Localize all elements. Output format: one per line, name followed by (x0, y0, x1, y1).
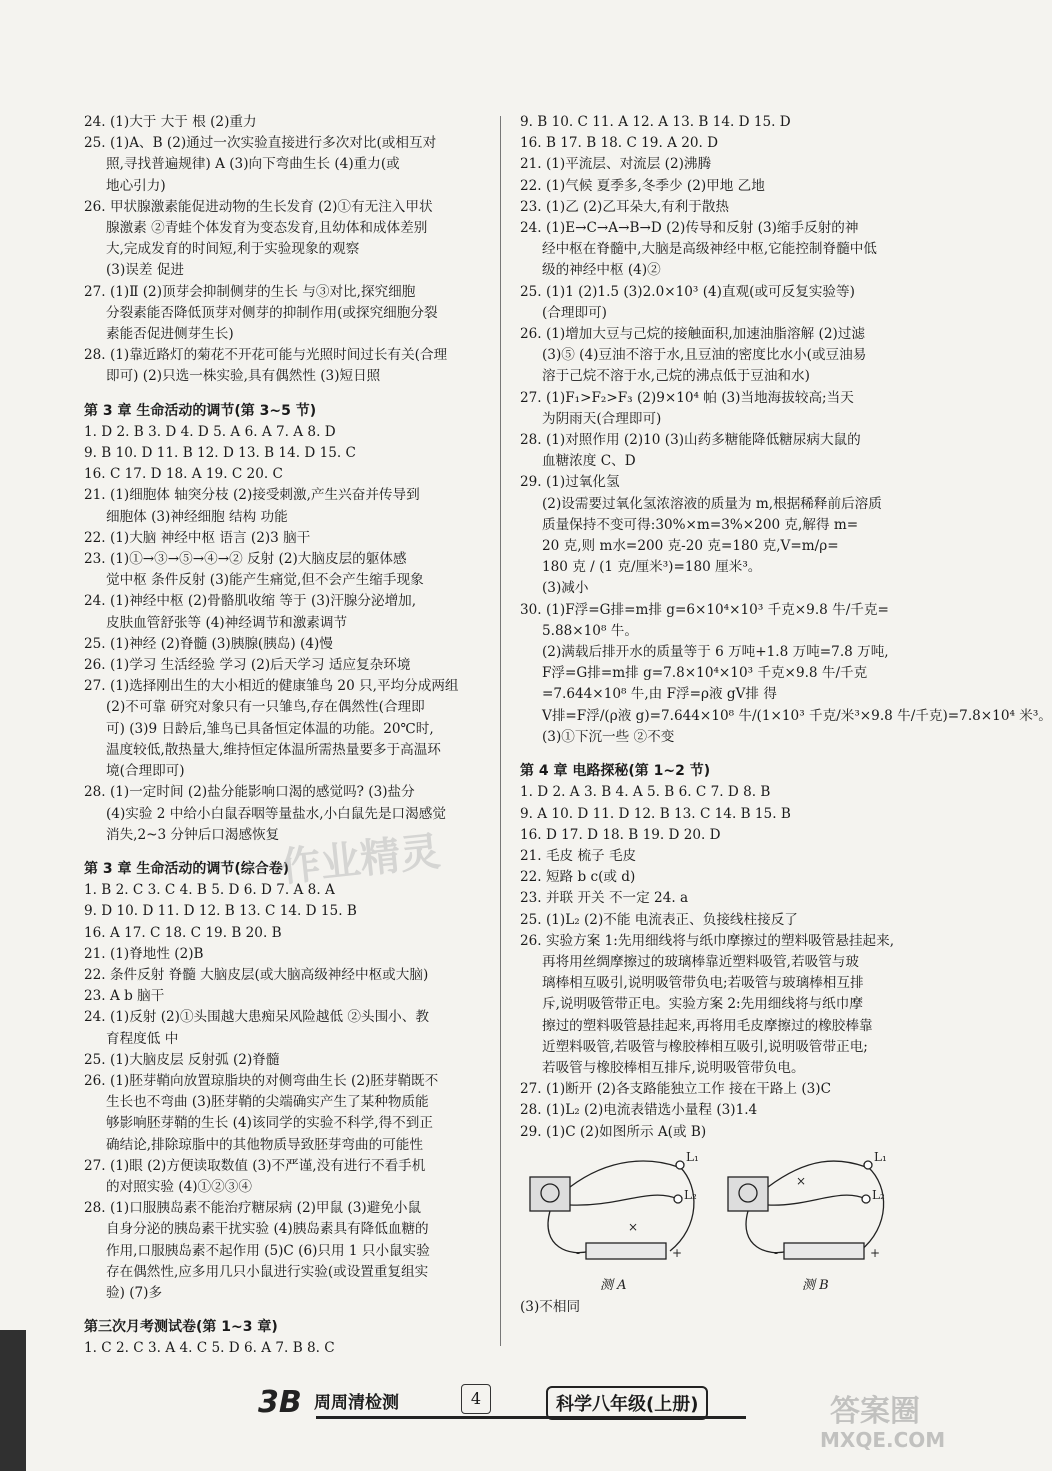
column-divider (500, 116, 501, 1346)
answer-line: 28. (1)L₂ (2)电流表错选小量程 (3)1.4 (520, 1102, 758, 1119)
answer-line: 皮肤血管舒张等 (4)神经调节和激素调节 (106, 614, 348, 631)
answer-line: 即可) (2)只选一株实验,具有偶然性 (3)短日照 (106, 368, 381, 385)
answer-line: 25. (1)神经 (2)脊髓 (3)胰腺(胰岛) (4)慢 (84, 635, 333, 652)
answer-line: V排=F浮/(ρ液 g)=7.644×10⁸ 牛/(1×10³ 千克/米³×9.8 牛/千克)=7.8×10⁴ 米³。 (542, 707, 1052, 724)
figure-caption-b: 测 B (802, 1277, 829, 1293)
section-heading: 第 4 章 电路探秘(第 1~2 节) (520, 763, 711, 780)
answer-line: (2)不可靠 研究对象只有一只雏鸟,存在偶然性(合理即 (106, 699, 425, 716)
answer-line: 24. (1)大于 大于 根 (2)重力 (84, 114, 257, 130)
answer-line: 21. (1)平流层、对流层 (2)沸腾 (520, 156, 712, 173)
answer-line: 22. (1)气候 夏季多,冬季少 (2)甲地 乙地 (520, 177, 765, 194)
circuit-figures (520, 1147, 916, 1297)
answer-line: 27. (1)F₁>F₂>F₃ (2)9×10⁴ 帕 (3)当地海拔较高;当天 (520, 389, 854, 406)
answer-line: 22. 短路 b c(或 d) (520, 869, 636, 886)
answer-line: 1. D 2. A 3. B 4. A 5. B 6. C 7. D 8. B (520, 784, 771, 801)
answer-line: 27. (1)选择刚出生的大小相近的健康雏鸟 20 只,平均分成两组 (84, 678, 459, 695)
answer-line: (4)实验 2 中给小白鼠吞咽等量盐水,小白鼠先是口渴感觉 (106, 805, 446, 822)
answer-line: 为阴雨天(合理即可) (542, 410, 662, 427)
answer-line: 29. (1)过氧化氢 (520, 474, 620, 491)
answer-line: 分裂素能否降低顶芽对侧芽的抑制作用(或探究细胞分裂 (106, 304, 438, 321)
figure-caption-a: 测 A (600, 1277, 627, 1293)
answer-line: 23. (1)乙 (2)乙耳朵大,有利于散热 (520, 198, 730, 215)
footer-rule (316, 1416, 746, 1419)
answer-line: =7.644×10⁸ 牛,由 F浮=ρ液 gV排 得 (542, 686, 777, 703)
section-heading: 第 3 章 生命活动的调节(综合卷) (84, 860, 290, 877)
answer-line: 溶于己烷不溶于水,己烷的沸点低于豆油和水) (542, 368, 810, 385)
answer-line: 觉中枢 条件反射 (3)能产生痛觉,但不会产生缩手现象 (106, 572, 424, 589)
answer-line: 斥,说明吸管带正电。实验方案 2:先用细线将与纸巾摩 (542, 996, 863, 1013)
answer-line: 28. (1)口服胰岛素不能治疗糖尿病 (2)甲鼠 (3)避免小鼠 (84, 1200, 422, 1217)
lamp-l2-label-b: L₂ (872, 1187, 885, 1202)
answer-line: (3)误差 促进 (106, 262, 184, 279)
answer-line: 23. 并联 开关 不一定 24. a (520, 890, 689, 907)
answer-line: 血糖浓度 C、D (542, 453, 636, 470)
answer-line: 22. 条件反射 脊髓 大脑皮层(或大脑高级神经中枢或大脑) (84, 966, 429, 983)
minus-terminal-a: - (576, 1245, 581, 1260)
answer-line: 大,完成发育的时间短,利于实验现象的观察 (106, 241, 360, 258)
answer-line: 26. (1)增加大豆与己烷的接触面积,加速油脂溶解 (2)过滤 (520, 326, 865, 343)
answer-line: 确结论,排除琼脂中的其他物质导致胚芽弯曲的可能性 (106, 1136, 423, 1153)
answer-line: 生长也不弯曲 (3)胚芽鞘的尖端确实产生了某种物质能 (106, 1094, 429, 1111)
answer-line: 28. (1)靠近路灯的菊花不开花可能与光照时间过长有关(合理 (84, 347, 448, 364)
answer-line: 素能否促进侧芽生长) (106, 326, 234, 343)
answer-line: 细胞体 (3)神经细胞 结构 功能 (106, 508, 288, 525)
answer-line: 25. (1)大脑皮层 反射弧 (2)脊髓 (84, 1051, 280, 1068)
answer-line: 28. (1)对照作用 (2)10 (3)山药多糖能降低糖尿病大鼠的 (520, 432, 861, 449)
answer-line: 质量保持不变可得:30%×m=3%×200 克,解得 m= (542, 516, 859, 533)
3b-logo-icon (256, 1378, 310, 1422)
circuit-diagram-svg (520, 1147, 916, 1275)
right-answer-lines (520, 112, 1052, 1143)
answer-line: (3)①下沉一些 ②不变 (542, 728, 675, 745)
answer-column-left (84, 112, 488, 1360)
answer-line: 1. B 2. C 3. C 4. B 5. D 6. D 7. A 8. A (84, 882, 335, 899)
answer-line: 境(合理即可) (106, 763, 185, 780)
answer-line: 27. (1)断开 (2)各支路能独立工作 接在干路上 (3)C (520, 1081, 831, 1098)
answer-after-figure: (3)不相同 (520, 1298, 581, 1315)
answer-line: 24. (1)E→C→A→B→D (2)传导和反射 (3)缩手反射的神 (520, 220, 859, 237)
answer-line: 作用,口服胰岛素不起作用 (5)C (6)只用 1 只小鼠实验 (106, 1242, 430, 1259)
answer-line: 16. B 17. B 18. C 19. A 20. D (520, 135, 719, 152)
answer-line: 180 克 / (1 克/厘米³)=180 厘米³。 (542, 559, 762, 576)
answer-line: (合理即可) (542, 304, 607, 321)
answer-line: (2)设需要过氧化氢浓溶液的质量为 m,根据稀释前后溶质 (542, 495, 882, 512)
lamp-l1-label-b: L₁ (874, 1149, 887, 1164)
answer-line: (2)满载后排开水的质量等于 6 万吨+1.8 万吨=7.8 万吨, (542, 644, 889, 661)
answer-line: 21. (1)脊地性 (2)B (84, 945, 204, 962)
footer-series-title: 周周清检测 (314, 1393, 399, 1413)
lamp-l2-label-a: L₂ (684, 1187, 697, 1202)
answer-line: 近塑料吸管,若吸管与橡胶棒相互吸引,说明吸管带正电; (542, 1038, 868, 1055)
answer-line: 9. D 10. D 11. D 12. B 13. C 14. D 15. B (84, 903, 357, 920)
answer-line: 16. A 17. C 18. C 19. B 20. B (84, 924, 282, 941)
answer-line: 若吸管与橡胶棒相互排斥,说明吸管带负电。 (542, 1059, 805, 1076)
answer-line: 9. B 10. D 11. B 12. D 13. B 14. D 15. C (84, 445, 356, 462)
answer-line: 26. (1)学习 生活经验 学习 (2)后天学习 适应复杂环境 (84, 657, 411, 674)
answer-line: 璃棒相互吸引,说明吸管带负电;若吸管与玻璃棒相互排 (542, 975, 864, 992)
answer-line: 级的神经中枢 (4)② (542, 262, 661, 279)
answer-line: 照,寻找普遍规律) A (3)向下弯曲生长 (4)重力(或 (106, 156, 400, 173)
answer-line: 24. (1)反射 (2)①头围越大患痴呆风险越低 ②头围小、教 (84, 1009, 429, 1026)
answer-line: 27. (1)眼 (2)方便读取数值 (3)不严谨,没有进行不看手机 (84, 1157, 426, 1174)
plus-terminal-b: + (870, 1245, 881, 1260)
answer-line: 24. (1)神经中枢 (2)骨骼肌收缩 等于 (3)汗腺分泌增加, (84, 593, 417, 610)
answer-line: 腺激素 ②青蛙个体发育为变态发育,且幼体和成体差别 (106, 220, 428, 237)
answer-line: 再将用丝绸摩擦过的玻璃棒靠近塑料吸管,若吸管与玻 (542, 953, 859, 970)
answer-line: 22. (1)大脑 神经中枢 语言 (2)3 脑干 (84, 529, 311, 546)
answer-line: 23. A b 脑干 (84, 988, 165, 1005)
footer-logo-text: 3B (258, 1385, 302, 1420)
answer-line: (3)减小 (542, 580, 589, 597)
answer-line: 16. D 17. D 18. B 19. D 20. D (520, 826, 721, 843)
center-watermark: 作业精灵 (278, 828, 443, 892)
answer-line: 21. 毛皮 梳子 毛皮 (520, 847, 637, 864)
answer-line: 23. (1)①→③→⑤→④→② 反射 (2)大脑皮层的躯体感 (84, 551, 407, 568)
minus-terminal-b: - (774, 1245, 779, 1260)
lamp-l1-label-a: L₁ (686, 1149, 699, 1164)
answer-line: 28. (1)一定时间 (2)盐分能影响口渴的感觉吗? (3)盐分 (84, 784, 415, 801)
book-title: 科学八年级(上册) (546, 1386, 708, 1420)
answer-line: 20 克,则 m水=200 克-20 克=180 克,V=m/ρ= (542, 538, 839, 555)
answer-line: 的对照实验 (4)①②③④ (106, 1178, 252, 1195)
answer-line: 26. 实验方案 1:先用细线将与纸巾摩擦过的塑料吸管悬挂起来, (520, 932, 895, 949)
answer-line: 育程度低 中 (106, 1030, 179, 1047)
answer-line: 5.88×10⁸ 牛。 (542, 622, 638, 639)
answer-line: 16. C 17. D 18. A 19. C 20. C (84, 466, 283, 483)
answer-line: 25. (1)1 (2)1.5 (3)2.0×10³ (4)直观(或可反复实验等) (520, 283, 855, 300)
section-heading: 第三次月考测试卷(第 1~3 章) (84, 1319, 278, 1336)
answer-line: 擦过的塑料吸管悬挂起来,再将用毛皮摩擦过的橡胶棒靠 (542, 1017, 873, 1034)
answer-line: 可) (3)9 日龄后,雏鸟已具备恒定体温的功能。20℃时, (106, 720, 434, 737)
answer-line: 1. C 2. C 3. A 4. C 5. D 6. A 7. B 8. C (84, 1340, 335, 1357)
cross-mark-b: × (796, 1173, 807, 1188)
section-heading: 第 3 章 生命活动的调节(第 3~5 节) (84, 402, 317, 419)
answer-line: 26. (1)胚芽鞘向放置琼脂块的对侧弯曲生长 (2)胚芽鞘既不 (84, 1072, 439, 1089)
answer-line: 30. (1)F浮=G排=m排 g=6×10⁴×10³ 千克×9.8 牛/千克= (520, 601, 889, 618)
answer-line: 9. B 10. C 11. A 12. A 13. B 14. D 15. D (520, 114, 791, 130)
answer-line: 自身分泌的胰岛素干扰实验 (4)胰岛素具有降低血糖的 (106, 1221, 429, 1238)
cross-mark-a: × (628, 1219, 639, 1234)
page-number: 4 (461, 1384, 491, 1414)
corner-watermark-top: 答案圈 (830, 1394, 920, 1429)
plus-terminal-a: + (672, 1245, 683, 1260)
answer-line: F浮=G排=m排 g=7.8×10⁴×10³ 千克×9.8 牛/千克 (542, 665, 868, 682)
corner-watermark-bottom: MXQE.COM (820, 1428, 946, 1452)
answer-line: 25. (1)A、B (2)通过一次实验直接进行多次对比(或相互对 (84, 135, 437, 152)
answer-line: 地心引力) (106, 177, 166, 194)
answer-line: 验) (7)多 (106, 1284, 163, 1301)
answer-line: 经中枢在脊髓中,大脑是高级神经中枢,它能控制脊髓中低 (542, 241, 877, 258)
answer-line: 1. D 2. B 3. D 4. D 5. A 6. A 7. A 8. D (84, 423, 336, 440)
answer-line: 27. (1)Ⅱ (2)顶芽会抑制侧芽的生长 与③对比,探究细胞 (84, 283, 416, 300)
answer-line: 26. 甲状腺激素能促进动物的生长发育 (2)①有无注入甲状 (84, 198, 433, 215)
answer-line: 存在偶然性,应多用几只小鼠进行实验(或设置重复组实 (106, 1263, 429, 1280)
answer-line: 温度较低,散热量大,维持恒定体温所需热量要多于高温环 (106, 741, 441, 758)
answer-line: 够影响胚芽鞘的生长 (4)该同学的实验不科学,得不到正 (106, 1115, 433, 1132)
answer-line: (3)⑤ (4)豆油不溶于水,且豆油的密度比水小(或豆油易 (542, 347, 867, 364)
answer-line: 25. (1)L₂ (2)不能 电流表正、负接线柱接反了 (520, 911, 798, 928)
answer-line: 29. (1)C (2)如图所示 A(或 B) (520, 1123, 707, 1140)
answer-column-right (520, 112, 1052, 1318)
scan-shadow-edge (0, 1330, 26, 1471)
answer-line: 消失,2~3 分钟后口渴感恢复 (106, 826, 280, 843)
answer-line: 21. (1)细胞体 轴突分枝 (2)接受刺激,产生兴奋并传导到 (84, 487, 420, 504)
page-footer (256, 1378, 746, 1422)
answer-line: 9. A 10. D 11. D 12. B 13. C 14. B 15. B (520, 805, 791, 822)
